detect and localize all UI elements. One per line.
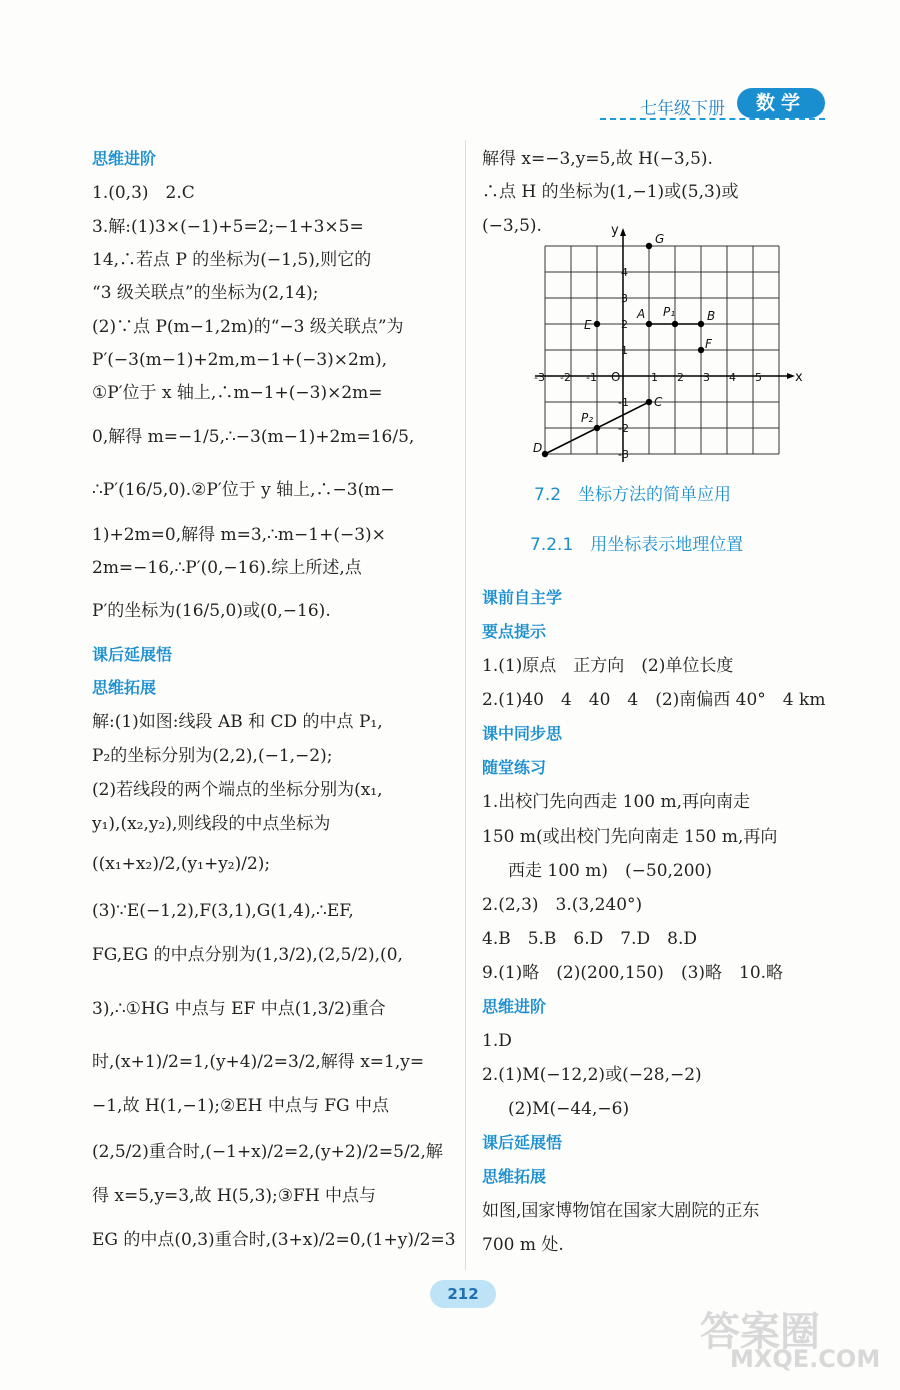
y-tick-label: -1	[618, 396, 629, 409]
x-tick-label: -1	[586, 371, 597, 384]
right-column-bottom	[482, 484, 847, 1264]
answer-line: ∴P′(16/5,0).②P′位于 y 轴上,∴−3(m−	[92, 480, 395, 500]
answer-line: (−3,5).	[482, 216, 542, 236]
point-P₂	[594, 425, 600, 431]
answer-line: 2.(1)M(−12,2)或(−28,−2)	[482, 1065, 702, 1085]
answer-line: 14,∴若点 P 的坐标为(−1,5),则它的	[92, 250, 372, 270]
answer-line: EG 的中点(0,3)重合时,(3+x)/2=0,(1+y)/2=3	[92, 1230, 456, 1250]
answer-line: (2,5/2)重合时,(−1+x)/2=2,(y+2)/2=5/2,解	[92, 1142, 443, 1162]
point-G	[646, 243, 652, 249]
answer-line: “3 级关联点”的坐标为(2,14);	[92, 283, 319, 303]
point-F	[698, 347, 704, 353]
watermark-url: MXQE.COM	[730, 1345, 881, 1373]
y-tick-label: -3	[618, 448, 629, 461]
point-D	[542, 451, 548, 457]
x-tick-label: -2	[560, 371, 571, 384]
x-tick-label: 3	[703, 371, 710, 384]
answer-line: 3.解:(1)3×(−1)+5=2;−1+3×5=	[92, 217, 364, 237]
section-heading: 要点提示	[482, 622, 547, 641]
answer-line: (2)M(−44,−6)	[508, 1099, 630, 1119]
y-tick-label: 3	[621, 292, 628, 305]
section-heading: 思维进阶	[482, 997, 547, 1016]
section-heading: 随堂练习	[482, 758, 547, 777]
point-P₁	[672, 321, 678, 327]
x-tick-label: 1	[651, 371, 658, 384]
point-label: G	[655, 232, 665, 246]
x-tick-label: 2	[677, 371, 684, 384]
x-axis-arrow	[787, 373, 795, 379]
answer-line: 1)+2m=0,解得 m=3,∴m−1+(−3)×	[92, 525, 386, 545]
answer-line: (3)∵E(−1,2),F(3,1),G(1,4),∴EF,	[92, 901, 354, 921]
point-A	[646, 321, 652, 327]
answer-line: 700 m 处.	[482, 1235, 564, 1255]
answer-line: 150 m(或出校门先向南走 150 m,再向	[482, 827, 778, 847]
answer-line: ①P′位于 x 轴上,∴m−1+(−3)×2m=	[92, 383, 383, 403]
x-axis-label: x	[795, 370, 803, 385]
graph-axes	[535, 228, 795, 462]
answer-line: 1.出校门先向西走 100 m,再向南走	[482, 792, 750, 812]
point-label: A	[637, 307, 646, 321]
page-number: 212	[430, 1280, 496, 1308]
answer-line: (2)若线段的两个端点的坐标分别为(x₁,	[92, 780, 383, 800]
y-tick-label: 1	[621, 344, 628, 357]
point-C	[646, 399, 652, 405]
chapter-heading: 7.2 坐标方法的简单应用	[534, 485, 732, 505]
answer-line: 1.D	[482, 1031, 512, 1051]
point-label: E	[584, 318, 592, 332]
point-label: D	[533, 441, 543, 455]
column-divider	[465, 140, 466, 1270]
answer-line: 0,解得 m=−1/5,∴−3(m−1)+2m=16/5,	[92, 427, 415, 447]
y-tick-label: -2	[618, 422, 629, 435]
watermark-logo: 答案圈	[700, 1309, 820, 1355]
point-label: P₂	[581, 411, 594, 425]
y-tick-label: 2	[621, 318, 628, 331]
section-heading: 课后延展悟	[482, 1133, 563, 1152]
coordinate-graph	[525, 223, 803, 476]
answer-line: (2)∵点 P(m−1,2m)的“−3 级关联点”为	[92, 317, 404, 337]
answer-line: 得 x=5,y=3,故 H(5,3);③FH 中点与	[92, 1186, 377, 1206]
header-subject-badge: 数学	[737, 88, 825, 118]
answer-line: 2.(1)40 4 40 4 (2)南偏西 40° 4 km	[482, 690, 826, 710]
answer-line: FG,EG 的中点分别为(1,3/2),(2,5/2),(0,	[92, 945, 403, 965]
y-tick-label: 4	[621, 266, 628, 279]
header-divider	[600, 118, 825, 120]
answer-line: y₁),(x₂,y₂),则线段的中点坐标为	[92, 814, 331, 834]
point-label: F	[705, 337, 712, 351]
left-column	[92, 148, 457, 1268]
x-tick-label: 4	[729, 371, 736, 384]
answer-line: 4.B 5.B 6.D 7.D 8.D	[482, 929, 697, 949]
point-label: P₁	[663, 305, 676, 319]
answer-line: 1.(0,3) 2.C	[92, 183, 195, 203]
answer-line: 3),∴①HG 中点与 EF 中点(1,3/2)重合	[92, 999, 386, 1019]
section-heading: 思维进阶	[92, 149, 157, 168]
point-B	[698, 321, 704, 327]
answer-line: 时,(x+1)/2=1,(y+4)/2=3/2,解得 x=1,y=	[92, 1052, 425, 1072]
answer-line: P′的坐标为(16/5,0)或(0,−16).	[92, 601, 331, 621]
y-axis-label: y	[611, 223, 619, 238]
section-heading: 课中同步思	[482, 724, 563, 743]
answer-line: ∴点 H 的坐标为(1,−1)或(5,3)或	[482, 182, 739, 202]
answer-line: 如图,国家博物馆在国家大剧院的正东	[482, 1201, 760, 1221]
point-label: B	[707, 309, 716, 323]
section-heading: 思维拓展	[482, 1167, 547, 1186]
answer-line: 2.(2,3) 3.(3,240°)	[482, 895, 643, 915]
section-heading: 课前自主学	[482, 588, 563, 607]
answer-line: P₂的坐标分别为(2,2),(−1,−2);	[92, 746, 333, 766]
answer-line: 2m=−16,∴P′(0,−16).综上所述,点	[92, 558, 362, 578]
answer-line: 解得 x=−3,y=5,故 H(−3,5).	[482, 149, 713, 169]
x-tick-label: -3	[534, 371, 545, 384]
answer-line: 1.(1)原点 正方向 (2)单位长度	[482, 656, 734, 676]
point-E	[594, 321, 600, 327]
answer-line: 解:(1)如图:线段 AB 和 CD 的中点 P₁,	[92, 712, 383, 732]
origin-label: O	[611, 370, 621, 384]
header-grade: 七年级下册	[640, 99, 725, 119]
answer-line: P′(−3(m−1)+2m,m−1+(−3)×2m),	[92, 350, 387, 370]
x-tick-label: 5	[755, 371, 762, 384]
graph-labels	[533, 223, 803, 461]
point-label: C	[654, 395, 663, 409]
chapter-heading: 7.2.1 用坐标表示地理位置	[530, 535, 744, 555]
answer-line: −1,故 H(1,−1);②EH 中点与 FG 中点	[92, 1096, 390, 1116]
section-heading: 思维拓展	[92, 678, 157, 697]
answer-line: ((x₁+x₂)/2,(y₁+y₂)/2);	[92, 854, 271, 874]
answer-line: 西走 100 m) (−50,200)	[508, 861, 712, 881]
answer-line: 9.(1)略 (2)(200,150) (3)略 10.略	[482, 963, 784, 983]
section-heading: 课后延展悟	[92, 645, 173, 664]
